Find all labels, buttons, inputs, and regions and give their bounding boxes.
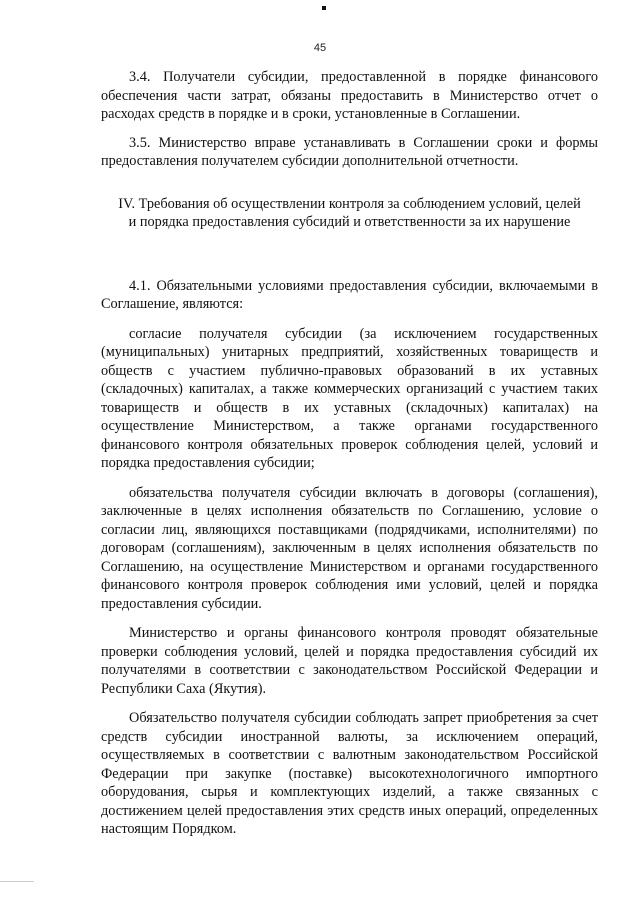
document-body (101, 68, 598, 839)
scan-mark (322, 6, 326, 10)
page-number: 45 (313, 42, 327, 54)
paragraph-obligation: обязательства получателя субсидии включать в договоры (соглашения), заключенные в целях исполнения обязательств по Соглашению, условие о согласии лиц, являющихся поставщиками (подрядчиками, исполнителями) по договорам (соглашениям), заключенным в целях исполнения обязательств по Соглашению, на осуществление Министерством и органами государственного финансового контроля проверок соблюдения ими условий, целей и порядка предоставления субсидии. (101, 484, 598, 612)
paragraph-4-1: 4.1. Обязательными условиями предоставления субсидии, включаемыми в Соглашение, являются: (101, 277, 598, 312)
paragraph-3-5: 3.5. Министерство вправе устанавливать в Соглашении сроки и формы предоставления получателем субсидии дополнительной отчетности. (101, 134, 598, 169)
paragraph-ministry-checks: Министерство и органы финансового контроля проводят обязательные проверки соблюдения условий, целей и порядка предоставления субсидий их получателями в соответствии с законодательством Российской Федерации и Республики Саха (Якутия). (101, 625, 598, 697)
section-heading: IV. Требования об осуществлении контроля за соблюдением условий, целей и порядка предоставления субсидий и ответственности за их нарушение (118, 195, 581, 230)
paragraph-3-4: 3.4. Получатели субсидии, предоставленной в порядке финансового обеспечения части затрат, обязаны предоставить в Министерство отчет о расходах средств в порядке и в сроки, установленные в Соглашении. (101, 69, 598, 122)
paragraph-currency-prohibition: Обязательство получателя субсидии соблюдать запрет приобретения за счет средств субсидии иностранной валюты, за исключением операций, осуществляемых в соответствии с валютным законодательством Российской Федерации при закупке (поставке) высокотехнологичного импортного оборудования, сырья и комплектующих изделий, а также связанных с достижением целей предоставления этих средств иных операций, определенных настоящим Порядком. (101, 710, 598, 837)
paragraph-consent: согласие получателя субсидии (за исключением государственных (муниципальных) унитарных предприятий, хозяйственных товариществ и обществ с участием публично-правовых образований в их уставных (складочных) капиталах, а также коммерческих организаций с участием таких товариществ и обществ в их уставных (складочных) капиталах) на осуществление Министерством, а также органами государственного финансового контроля обязательных проверок соблюдения целей, условий и порядка предоставления субсидии; (101, 325, 598, 471)
scan-edge-mark (0, 881, 34, 882)
